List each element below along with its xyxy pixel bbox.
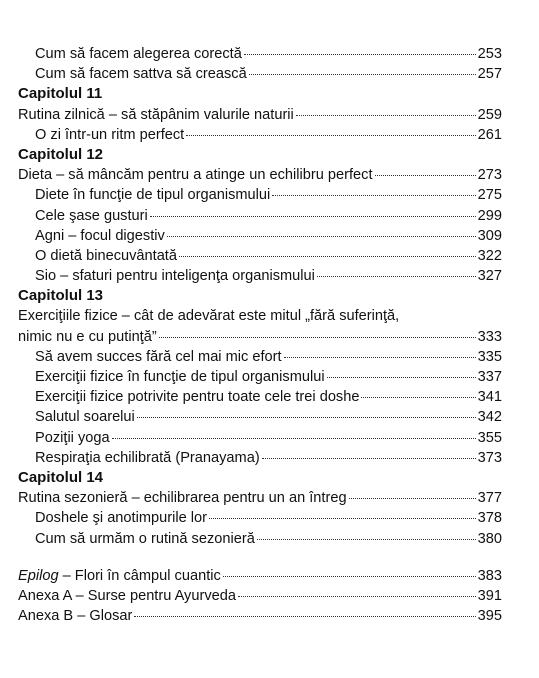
toc-entry[interactable]	[18, 448, 502, 468]
entry-title: Cele şase gusturi	[35, 207, 148, 224]
entry-title: Diete în funcţie de tipul organismului	[35, 187, 271, 204]
dot-leader	[349, 498, 476, 499]
entry-title: Dieta – să mâncăm pentru a atinge un echilibru perfect	[18, 167, 373, 184]
dot-leader	[179, 256, 476, 257]
entry-page: 333	[477, 328, 502, 345]
dot-leader	[150, 216, 476, 217]
entry-page: 378	[477, 510, 502, 527]
dot-leader	[159, 337, 476, 338]
dot-leader	[238, 596, 476, 597]
toc-entry[interactable]	[18, 347, 502, 367]
entry-page: 341	[477, 389, 502, 406]
table-of-contents	[18, 44, 502, 626]
toc-entry[interactable]	[18, 64, 502, 84]
entry-title	[18, 566, 221, 586]
entry-page: 335	[477, 348, 502, 365]
dot-leader	[317, 276, 476, 277]
toc-entry[interactable]	[18, 508, 502, 528]
toc-entry[interactable]	[18, 387, 502, 407]
dot-leader	[361, 397, 475, 398]
toc-entry[interactable]	[18, 125, 502, 145]
dot-leader	[167, 236, 476, 237]
dot-leader	[223, 576, 476, 577]
entry-page: 299	[477, 207, 502, 224]
toc-entry-epilog[interactable]	[18, 566, 502, 586]
entry-title: Exerciţii fizice în funcţie de tipul organismului	[35, 369, 325, 385]
entry-title: Salutul soarelui	[35, 409, 135, 426]
dot-leader	[112, 438, 476, 439]
toc-entry-main[interactable]	[18, 165, 502, 185]
entry-page: 273	[477, 167, 502, 184]
dot-leader	[186, 135, 475, 136]
entry-title: Exerciţii fizice potrivite pentru toate cele trei doshe	[35, 389, 360, 406]
entry-page: 253	[477, 46, 502, 62]
chapter-heading: Capitolul 13	[18, 287, 104, 305]
entry-page: 327	[477, 268, 502, 285]
chapter-heading: Capitolul 12	[18, 145, 104, 163]
dot-leader	[284, 357, 476, 358]
entry-page: 391	[477, 587, 502, 604]
dot-leader	[249, 74, 476, 75]
toc-entry-main-line1[interactable]: Exerciţiile fizice – cât de adevărat este mitul „fără suferinţă,	[18, 308, 400, 325]
entry-page: 373	[477, 449, 502, 466]
entry-title: O dietă binecuvântată	[35, 247, 177, 264]
entry-title: Cum să urmăm o rutină sezonieră	[35, 530, 255, 547]
toc-entry[interactable]	[18, 428, 502, 448]
entry-page: 322	[477, 247, 502, 264]
toc-entry[interactable]	[18, 367, 502, 387]
dot-leader	[262, 458, 476, 459]
toc-entry[interactable]	[18, 266, 502, 286]
entry-title: Să avem succes fără cel mai mic efort	[35, 348, 282, 365]
entry-title: Poziţii yoga	[35, 429, 110, 446]
toc-entry-appendix[interactable]	[18, 586, 502, 606]
chapter-heading: Capitolul 11	[18, 85, 103, 103]
entry-page: 259	[477, 106, 502, 123]
entry-page: 342	[477, 409, 502, 426]
entry-page: 275	[477, 187, 502, 204]
entry-title: nimic nu e cu putinţă”	[18, 328, 157, 345]
dot-leader	[244, 54, 476, 55]
entry-page: 261	[477, 126, 502, 143]
entry-page: 337	[477, 369, 502, 385]
toc-entry-main[interactable]	[18, 105, 502, 125]
entry-page: 377	[477, 490, 502, 507]
entry-title: Rutina zilnică – să stăpânim valurile naturii	[18, 106, 294, 123]
entry-title: Doshele şi anotimpurile lor	[35, 510, 207, 527]
toc-entry-main[interactable]	[18, 488, 502, 508]
section-spacer	[18, 549, 502, 566]
dot-leader	[327, 377, 476, 378]
toc-entry[interactable]	[18, 226, 502, 246]
toc-entry[interactable]	[18, 246, 502, 266]
entry-page: 257	[477, 66, 502, 83]
toc-entry[interactable]	[18, 407, 502, 427]
entry-page: 380	[477, 530, 502, 547]
entry-page: 355	[477, 429, 502, 446]
dot-leader	[134, 616, 475, 617]
dot-leader	[257, 539, 476, 540]
entry-title: Agni – focul digestiv	[35, 227, 165, 244]
entry-page: 395	[477, 608, 502, 625]
dot-leader	[209, 518, 476, 519]
entry-title: Anexa A – Surse pentru Ayurveda	[18, 587, 236, 604]
toc-entry[interactable]	[18, 206, 502, 226]
entry-title: Cum să facem alegerea corectă	[35, 46, 242, 62]
epilog-label: Epilog	[18, 567, 59, 584]
epilog-title: – Flori în câmpul cuantic	[58, 567, 221, 584]
entry-title: Respiraţia echilibrată (Pranayama)	[35, 449, 260, 466]
chapter-heading: Capitolul 14	[18, 468, 104, 486]
dot-leader	[137, 417, 476, 418]
dot-leader	[375, 175, 476, 176]
entry-title: Cum să facem sattva să crească	[35, 66, 247, 83]
entry-page: 309	[477, 227, 502, 244]
dot-leader	[272, 195, 475, 196]
entry-page: 383	[477, 567, 502, 584]
entry-title: O zi într-un ritm perfect	[35, 126, 185, 143]
toc-entry[interactable]	[18, 44, 502, 64]
entry-title: Sio – sfaturi pentru inteligenţa organismului	[35, 268, 315, 285]
dot-leader	[296, 115, 476, 116]
entry-title: Anexa B – Glosar	[18, 608, 133, 625]
toc-entry-main[interactable]	[18, 327, 502, 347]
entry-title: Rutina sezonieră – echilibrarea pentru un an întreg	[18, 490, 347, 507]
toc-entry[interactable]	[18, 529, 502, 549]
toc-entry-appendix[interactable]	[18, 606, 502, 626]
toc-entry[interactable]	[18, 185, 502, 205]
